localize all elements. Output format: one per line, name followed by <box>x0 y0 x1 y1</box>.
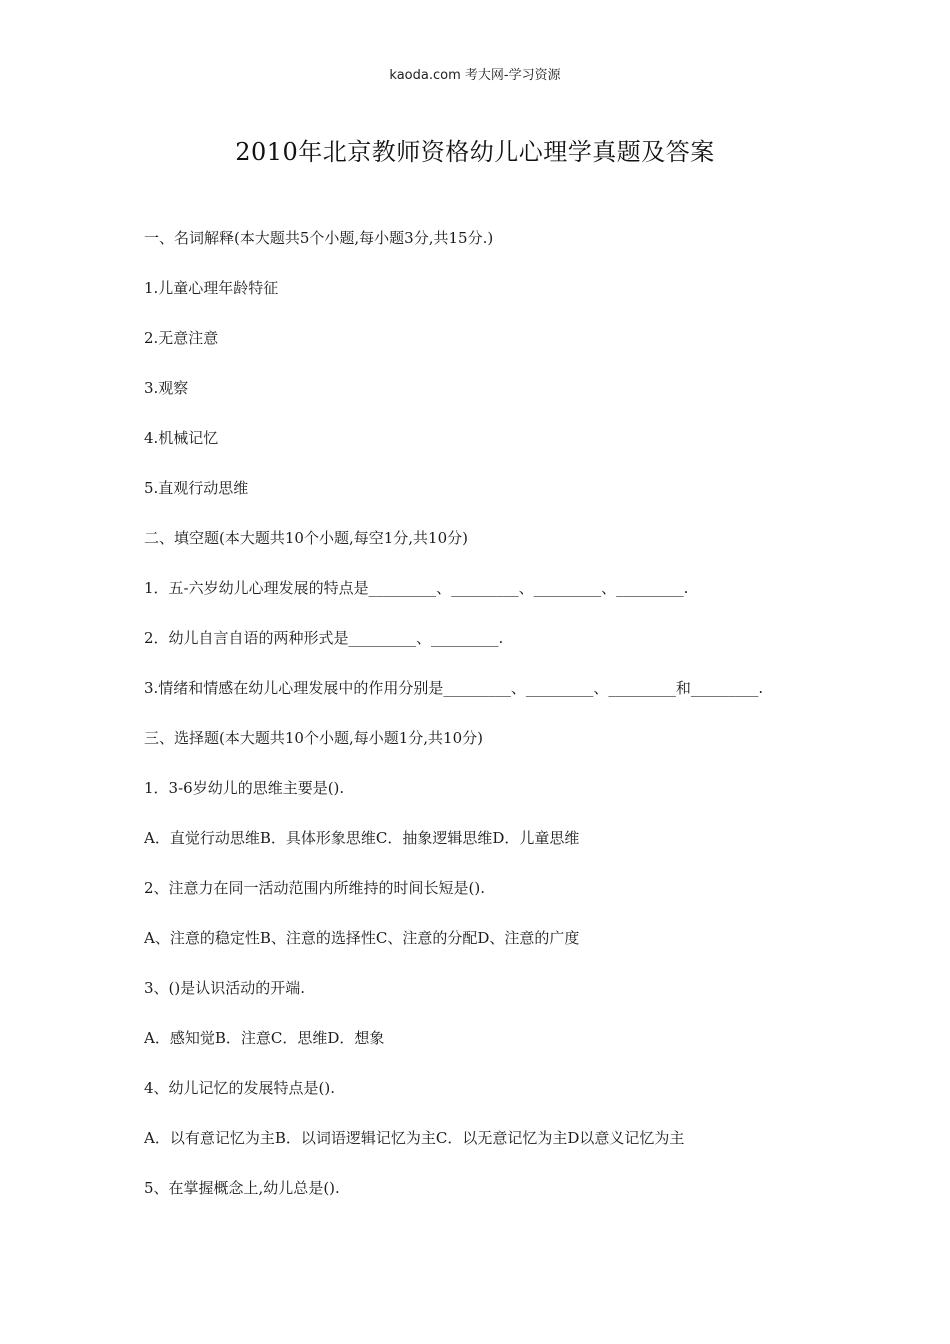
question-item: 1．3-6岁幼儿的思维主要是(). <box>144 779 345 797</box>
answer-options: A．感知觉B．注意C．思维D．想象 <box>144 1029 385 1047</box>
question-item: 2．幼儿自言自语的两种形式是_________、_________. <box>144 629 504 647</box>
question-item: 2、注意力在同一活动范围内所维持的时间长短是(). <box>144 879 486 897</box>
section-heading-fill-blank: 二、填空题(本大题共10个小题,每空1分,共10分) <box>144 529 468 547</box>
answer-options: A、注意的稳定性B、注意的选择性C、注意的分配D、注意的广度 <box>144 929 580 947</box>
answer-options: A．以有意记忆为主B．以词语逻辑记忆为主C．以无意记忆为主D以意义记忆为主 <box>144 1129 685 1147</box>
page-header: kaoda.com 考大网-学习资源 <box>389 68 561 83</box>
question-item: 5、在掌握概念上,幼儿总是(). <box>144 1179 340 1197</box>
question-item: 3、()是认识活动的开端. <box>144 979 306 997</box>
answer-options: A．直觉行动思维B．具体形象思维C．抽象逻辑思维D．儿童思维 <box>144 829 580 847</box>
question-item: 1．五-六岁幼儿心理发展的特点是_________、_________、_________、_________. <box>144 579 689 597</box>
question-item: 4.机械记忆 <box>144 429 219 447</box>
question-item: 4、幼儿记忆的发展特点是(). <box>144 1079 336 1097</box>
question-item: 3.观察 <box>144 379 189 397</box>
document-body <box>144 226 809 1226</box>
question-item: 3.情绪和情感在幼儿心理发展中的作用分别是_________、_________、_________和_________. <box>144 679 764 697</box>
question-item: 5.直观行动思维 <box>144 479 249 497</box>
section-heading-multiple-choice: 三、选择题(本大题共10个小题,每小题1分,共10分) <box>144 729 483 747</box>
question-item: 1.儿童心理年龄特征 <box>144 279 279 297</box>
question-item: 2.无意注意 <box>144 329 219 347</box>
section-heading-definitions: 一、名词解释(本大题共5个小题,每小题3分,共15分.) <box>144 229 494 247</box>
document-title: 2010年北京教师资格幼儿心理学真题及答案 <box>235 138 715 166</box>
